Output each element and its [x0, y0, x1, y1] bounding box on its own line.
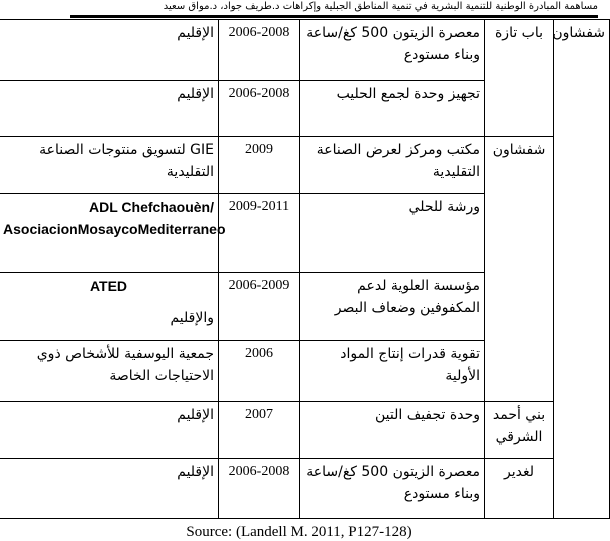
- partner-cell: [0, 273, 219, 341]
- project-cell: معصرة الزيتون 500 كغ/ساعة وبناء مستودع: [300, 20, 485, 81]
- partner-cell: جمعية اليوسفية للأشخاص ذوي الاحتياجات الخاصة: [0, 341, 219, 402]
- zone-label: شفشاون: [492, 142, 546, 158]
- partner-cell: ADL Chefchaouèn/ AsociacionMosaycoMediterraneo: [0, 194, 219, 273]
- period-cell: 2006-2008: [219, 81, 300, 137]
- table-row: [0, 459, 610, 519]
- period-cell: 2006-2009: [219, 273, 300, 341]
- project-cell: مؤسسة العلوية لدعم المكفوفين وضعاف البصر: [300, 273, 485, 341]
- zone-label: باب تازة: [494, 25, 544, 41]
- period-cell: 2009: [219, 137, 300, 194]
- projects-table: [0, 19, 610, 519]
- region-cell: [554, 20, 610, 519]
- partner-cell: الإقليم: [0, 402, 219, 459]
- project-cell: تجهيز وحدة لجمع الحليب: [300, 81, 485, 137]
- partner-line: ATED: [89, 278, 128, 294]
- period-cell: 2009-2011: [219, 194, 300, 273]
- region-label: شفشاون: [552, 25, 605, 41]
- table-row: [0, 20, 610, 81]
- period-cell: 2006-2008: [219, 459, 300, 519]
- zone-cell-laghdir: [485, 459, 554, 519]
- header-rule: [70, 15, 598, 18]
- project-cell: وحدة تجفيف التين: [300, 402, 485, 459]
- period-cell: 2006-2008: [219, 20, 300, 81]
- page-header: مساهمة المبادرة الوطنية للتنمية البشرية في تنمية المناطق الجبلية وإكراهات د.طريف جواد، د.مواق سعيد: [163, 1, 598, 12]
- table-row: [0, 137, 610, 194]
- zone-cell-chefchaouen: [485, 137, 554, 402]
- partner-cell: GIE لتسويق منتوجات الصناعة التقليدية: [0, 137, 219, 194]
- table-row: [0, 402, 610, 459]
- project-cell: ورشة للحلي: [300, 194, 485, 273]
- zone-label: بني أحمد الشرقي: [492, 407, 546, 445]
- partner-cell: الإقليم: [0, 20, 219, 81]
- partner-cell: الإقليم: [0, 459, 219, 519]
- zone-label: لغدير: [504, 464, 534, 480]
- partner-cell: الإقليم: [0, 81, 219, 137]
- partner-line: والإقليم: [170, 310, 214, 326]
- project-cell: تقوية قدرات إنتاج المواد الأولية: [300, 341, 485, 402]
- period-cell: 2006: [219, 341, 300, 402]
- project-cell: مكتب ومركز لعرض الصناعة التقليدية: [300, 137, 485, 194]
- zone-cell-bab-taza: [485, 20, 554, 137]
- project-cell: معصرة الزيتون 500 كغ/ساعة وبناء مستودع: [300, 459, 485, 519]
- zone-cell-beni-ahmed: [485, 402, 554, 459]
- period-cell: 2007: [219, 402, 300, 459]
- source-caption: Source: (Landell M. 2011, P127-128): [186, 524, 412, 540]
